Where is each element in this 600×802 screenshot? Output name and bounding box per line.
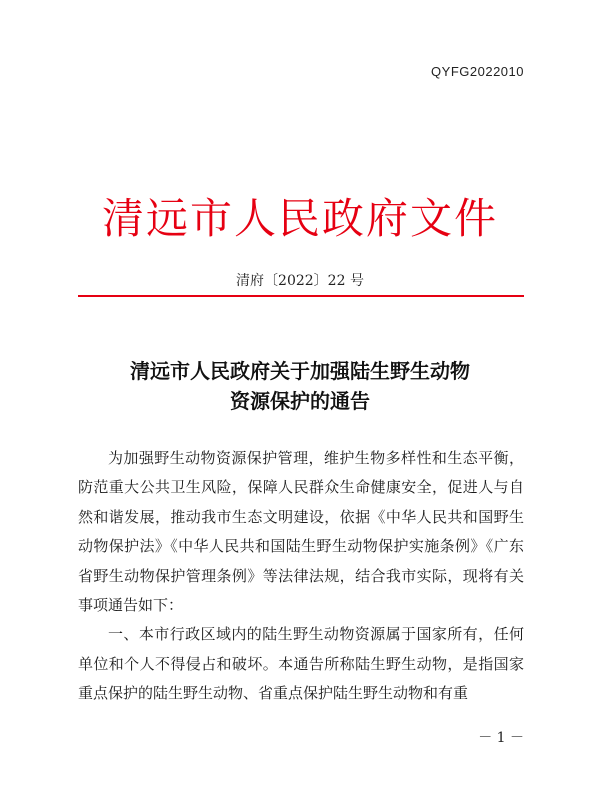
paragraph-intro: 为加强野生动物资源保护管理，维护生物多样性和生态平衡，防范重大公共卫生风险，保障人民群众生命健康安全，促进人与自然和谐发展，推动我市生态文明建设，依据《中华人民共和国野生动物保护法》《中华人民共和国陆生野生动物保护实施条例》《广东省野生动物保护管理条例》等法律法规，结合我市实际，现将有关事项通告如下： — [78, 449, 524, 615]
masthead-title: 清远市人民政府文件 — [101, 194, 498, 243]
document-code: QYFG2022010 — [431, 64, 524, 79]
notice-title-line-1: 清远市人民政府关于加强陆生野生动物 — [130, 359, 470, 383]
red-divider-line — [78, 295, 524, 297]
document-number: 清府〔2022〕22 号 — [236, 273, 364, 289]
page-number: － 1 － — [478, 730, 524, 746]
notice-title — [0, 356, 600, 416]
body-text — [78, 444, 524, 709]
paragraph-article-1: 一、本市行政区域内的陆生野生动物资源属于国家所有，任何单位和个人不得侵占和破坏。本通告所称陆生野生动物，是指国家重点保护的陆生野生动物、省重点保护陆生野生动物和有重 — [78, 625, 524, 703]
notice-title-line-2: 资源保护的通告 — [230, 389, 370, 413]
